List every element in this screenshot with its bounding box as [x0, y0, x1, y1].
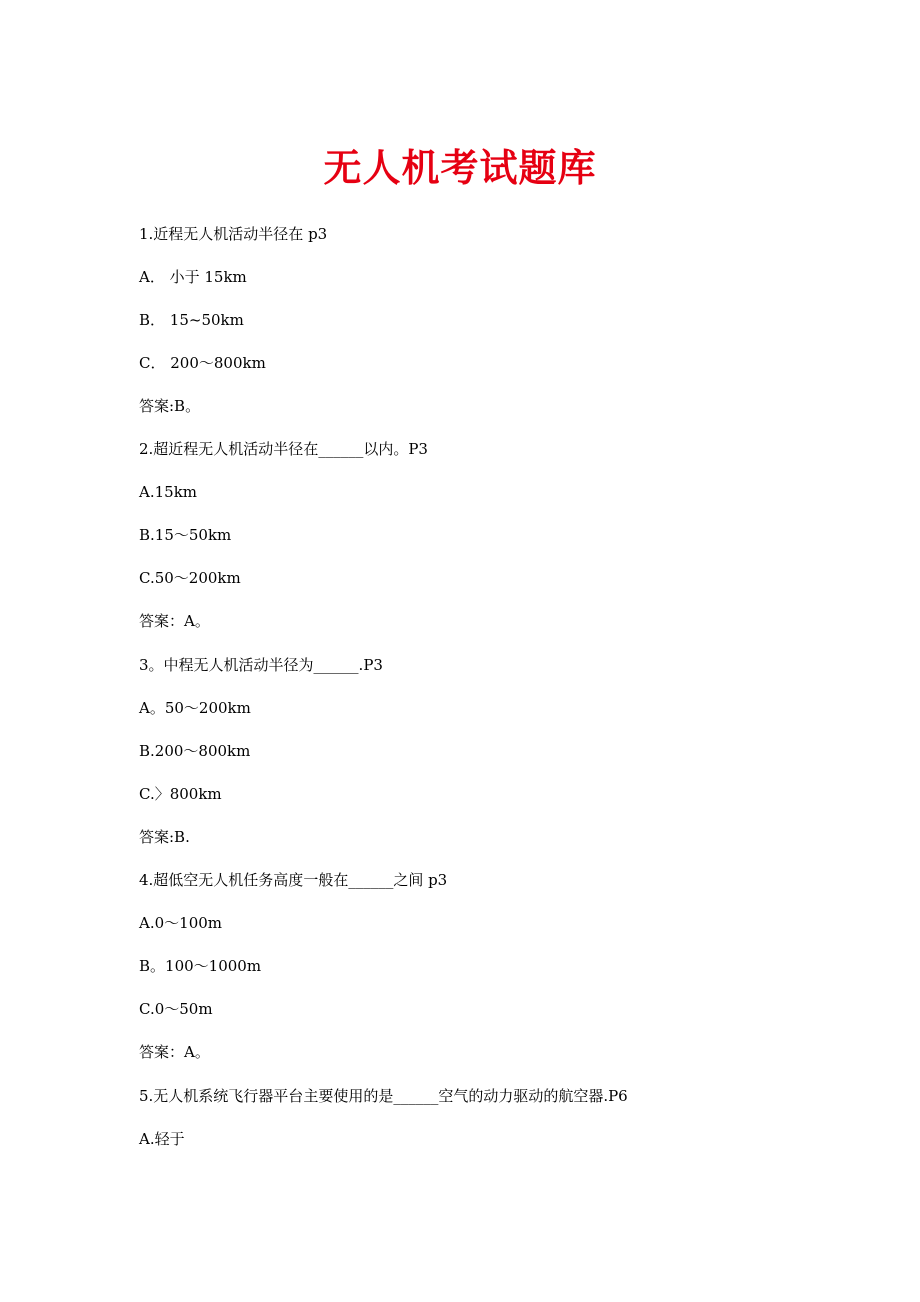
question-3-option-c: C.〉800km: [139, 785, 222, 803]
question-1-answer: 答案:B。: [139, 397, 201, 415]
question-2-answer: 答案：A。: [139, 612, 210, 630]
question-4-option-c: C.0～50m: [139, 1000, 213, 1018]
question-4-option-b: B。100～1000m: [139, 957, 262, 975]
question-5-text: 5.无人机系统飞行器平台主要使用的是______空气的动力驱动的航空器.P6: [139, 1087, 628, 1105]
question-1-option-a: A． 小于 15km: [139, 268, 247, 286]
question-3-text: 3。中程无人机活动半径为______.P3: [139, 656, 383, 674]
question-2-option-a: A.15km: [139, 483, 198, 501]
question-2-text: 2.超近程无人机活动半径在______以内。P3: [139, 440, 428, 458]
question-1-text: 1.近程无人机活动半径在 p3: [139, 225, 328, 243]
question-5-option-a: A.轻于: [139, 1130, 185, 1148]
question-4-option-a: A.0～100m: [139, 914, 222, 932]
document-title: 无人机考试题库: [323, 145, 597, 190]
question-1-option-b: B． 15~50km: [139, 311, 244, 329]
question-1-option-c: C． 200～800km: [139, 354, 266, 372]
question-2-option-b: B.15～50km: [139, 526, 232, 544]
question-4-text: 4.超低空无人机任务高度一般在______之间 p3: [139, 871, 448, 889]
question-3-answer: 答案:B.: [139, 828, 190, 846]
question-2-option-c: C.50～200km: [139, 569, 241, 587]
question-3-option-a: A。50～200km: [139, 699, 251, 717]
question-4-answer: 答案：A。: [139, 1043, 210, 1061]
question-3-option-b: B.200～800km: [139, 742, 251, 760]
